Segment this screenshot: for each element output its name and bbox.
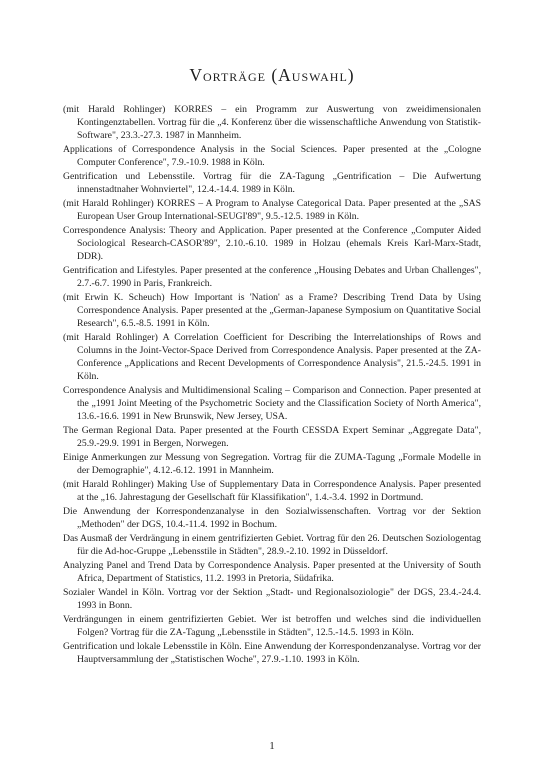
- lecture-entry: (mit Erwin K. Scheuch) How Important is 'Nation' as a Frame? Describing Trend Data by Using Correspondence Analysis. Paper presented at the „German-Japanese Symposium on Quantitative Social Research", 6.5.-8.5. 1991 in Köln.: [63, 291, 481, 329]
- page-title: Vorträge (Auswahl): [189, 65, 355, 85]
- lecture-entry: Verdrängungen in einem gentrifizierten Gebiet. Wer ist betroffen und welches sind die individuellen Folgen? Vortrag für die ZA-Tagung „Lebensstile in Städten", 12.5.-14.5. 1993 in Köln.: [63, 613, 481, 638]
- lecture-entry: Einige Anmerkungen zur Messung von Segregation. Vortrag für die ZUMA-Tagung „Formale Modelle in der Demographie", 4.12.-6.12. 1991 in Mannheim.: [63, 451, 481, 476]
- lecture-entry: Sozialer Wandel in Köln. Vortrag vor der Sektion „Stadt- und Regionalsoziologie" der DGS, 23.4.-24.4. 1993 in Bonn.: [63, 586, 481, 611]
- lecture-entry: Correspondence Analysis: Theory and Application. Paper presented at the Conference „Computer Aided Sociological Research-CASOR'89", 2.10.-6.10. 1989 in Holzau (ehemals Kreis Karl-Marx-Stadt, DDR).: [63, 224, 481, 262]
- lecture-entry: Gentrification and Lifestyles. Paper presented at the conference „Housing Debates and Urban Challenges", 2.7.-6.7. 1990 in Paris, Frankreich.: [63, 264, 481, 289]
- lecture-entry: The German Regional Data. Paper presented at the Fourth CESSDA Expert Seminar „Aggregate Data", 25.9.-29.9. 1991 in Bergen, Norwegen.: [63, 424, 481, 449]
- lecture-entry: (mit Harald Rohlinger) Making Use of Supplementary Data in Correspondence Analysis. Paper presented at the „16. Jahrestagung der Gesellschaft für Klassifikation", 1.4.-3.4. 1992 in Dortmund.: [63, 478, 481, 503]
- lecture-entry: Gentrification und lokale Lebensstile in Köln. Eine Anwendung der Korrespondenzanalyse. Vortrag vor der Hauptversammlung der „Statistischen Woche", 27.9.-1.10. 1993 in Köln.: [63, 640, 481, 665]
- lecture-entry: Correspondence Analysis and Multidimensional Scaling – Comparison and Connection. Paper presented at the „1991 Joint Meeting of the Psychometric Society and the Classification Society of North America", 13.6.-16.6. 1991 in New Brunswik, New Jersey, USA.: [63, 384, 481, 422]
- lecture-entry: Analyzing Panel and Trend Data by Correspondence Analysis. Paper presented at the University of South Africa, Department of Statistics, 11.2. 1993 in Pretoria, Südafrika.: [63, 559, 481, 584]
- lecture-entry: (mit Harald Rohlinger) KORRES – A Program to Analyse Categorical Data. Paper presented at the „SAS European User Group International-SEUGI'89", 9.5.-12.5. 1989 in Köln.: [63, 197, 481, 222]
- lecture-entry: Das Ausmaß der Verdrängung in einem gentrifizierten Gebiet. Vortrag für den 26. Deutschen Soziologentag für die Ad-hoc-Gruppe „Lebensstile in Städten", 28.9.-2.10. 1992 in Düsseldorf.: [63, 532, 481, 557]
- lecture-entry: Applications of Correspondence Analysis in the Social Sciences. Paper presented at the „Cologne Computer Conference", 7.9.-10.9. 1988 in Köln.: [63, 143, 481, 168]
- lecture-entry: Die Anwendung der Korrespondenzanalyse in den Sozialwissenschaften. Vortrag vor der Sektion „Methoden" der DGS, 10.4.-11.4. 1992 in Bochum.: [63, 505, 481, 530]
- lecture-entry: (mit Harald Rohlinger) KORRES – ein Programm zur Auswertung von zweidimensionalen Kontingenztabellen. Vortrag für die „4. Konferenz über die wissenschaftliche Anwendung von Statistik-Software", 23.3.-27.3. 1987 in Mannheim.: [63, 104, 481, 141]
- lecture-entry: (mit Harald Rohlinger) A Correlation Coefficient for Describing the Interrelationships of Rows and Columns in the Joint-Vector-Space Derived from Correspondence Analysis. Paper presented at the ZA-Conference „Applications and Recent Developments of Correspondence Analysis", 21.5.-24.5. 1991 in Köln.: [63, 331, 481, 382]
- document-page: [63, 0, 481, 768]
- lecture-list: [63, 104, 481, 668]
- lecture-entry: Gentrification und Lebensstile. Vortrag für die ZA-Tagung „Gentrification – Die Aufwertung innenstadtnaher Wohnviertel", 12.4.-14.4. 1989 in Köln.: [63, 170, 481, 195]
- page-number: 1: [269, 740, 275, 752]
